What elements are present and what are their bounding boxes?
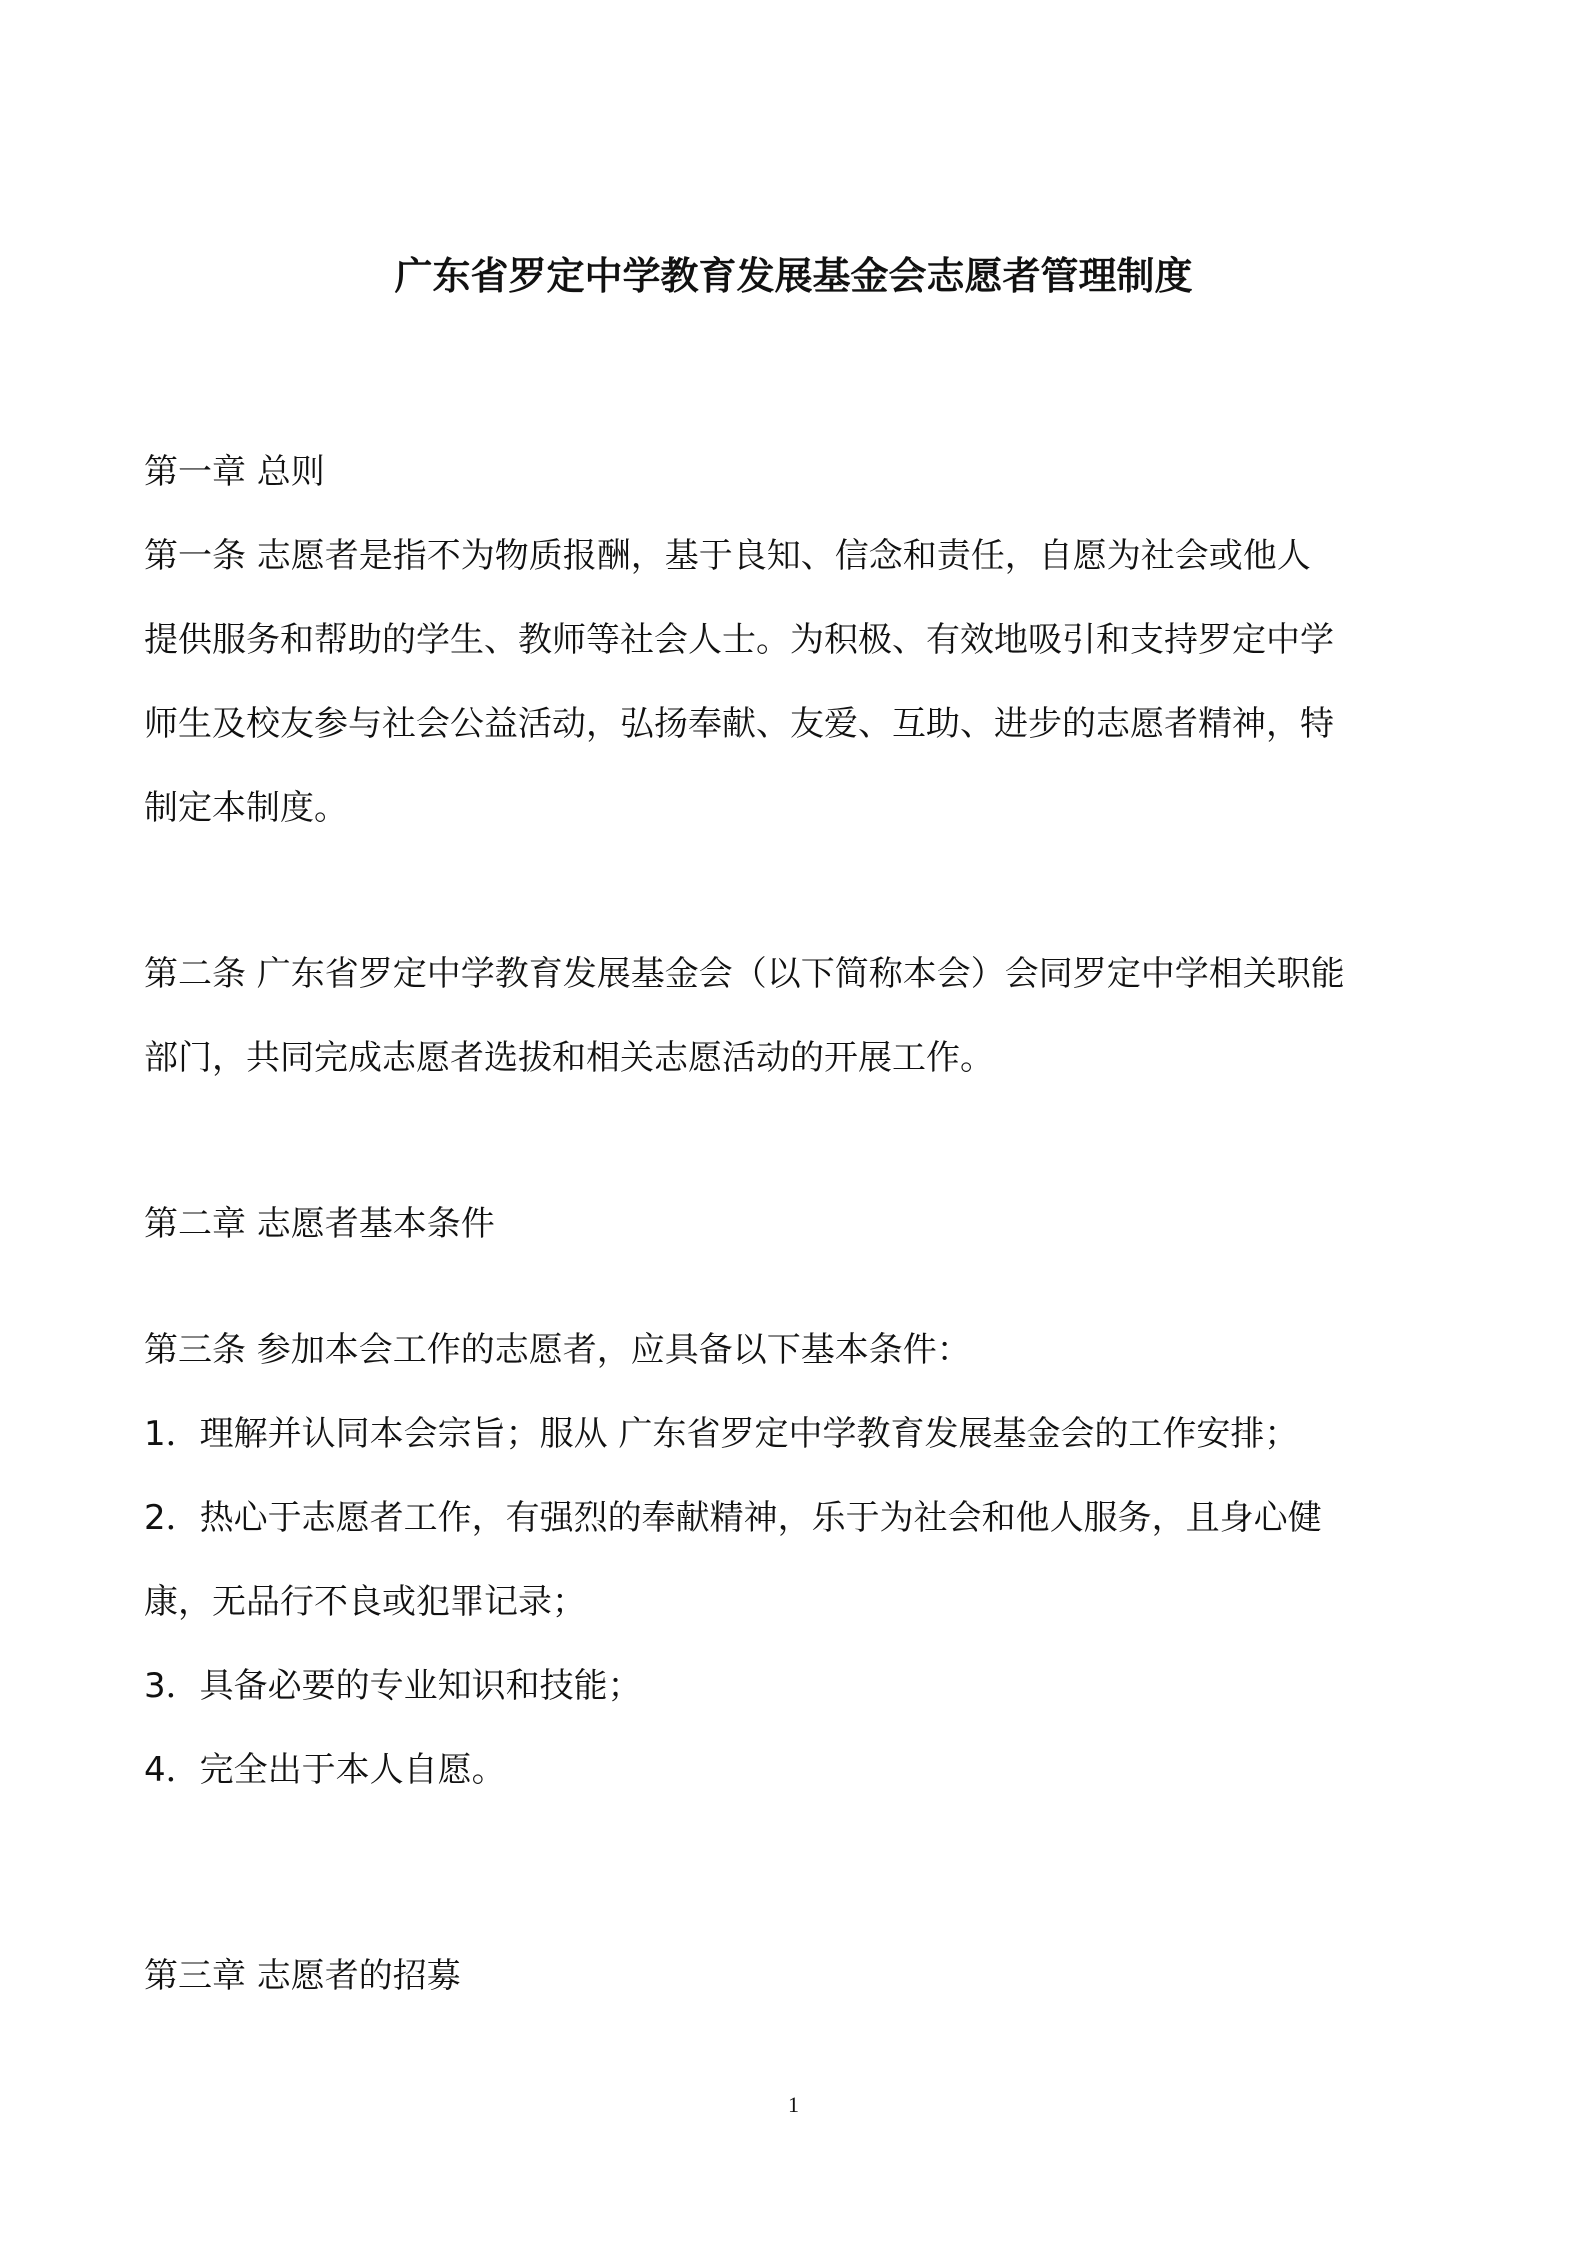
- list-item: 4．完全出于本人自愿。: [144, 1750, 506, 1790]
- paragraph-line: 师生及校友参与社会公益活动，弘扬奉献、友爱、互助、进步的志愿者精神，特: [144, 704, 1334, 744]
- article-3: [144, 1308, 1464, 1812]
- document-title: 广东省罗定中学教育发展基金会志愿者管理制度: [394, 254, 1193, 298]
- list-item: 2．热心于志愿者工作，有强烈的奉献精神，乐于为社会和他人服务，且身心健: [144, 1498, 1322, 1538]
- paragraph-line: 部门，共同完成志愿者选拔和相关志愿活动的开展工作。: [144, 1038, 994, 1078]
- chapter-heading: 第一章 总则: [144, 452, 325, 492]
- paragraph-line: 提供服务和帮助的学生、教师等社会人士。为积极、有效地吸引和支持罗定中学: [144, 620, 1334, 660]
- paragraph-line: 制定本制度。: [144, 788, 348, 828]
- paragraph-line: 第一条 志愿者是指不为物质报酬，基于良知、信念和责任，自愿为社会或他人: [144, 536, 1311, 576]
- page-number: 1: [788, 2092, 799, 2117]
- article-1: [144, 514, 1464, 850]
- paragraph-line: 第三条 参加本会工作的志愿者，应具备以下基本条件：: [144, 1330, 971, 1370]
- chapter-2-heading: [144, 1182, 1464, 1266]
- list-item: 3．具备必要的专业知识和技能；: [144, 1666, 642, 1706]
- chapter-heading: 第二章 志愿者基本条件: [144, 1204, 495, 1244]
- chapter-1-heading: [144, 430, 1464, 514]
- article-2: [144, 932, 1464, 1100]
- chapter-heading: 第三章 志愿者的招募: [144, 1956, 461, 1996]
- paragraph-line: 第二条 广东省罗定中学教育发展基金会（以下简称本会）会同罗定中学相关职能: [144, 954, 1345, 994]
- chapter-3-heading: [144, 1934, 1464, 2018]
- list-item: 康，无品行不良或犯罪记录；: [144, 1582, 586, 1622]
- list-item: 1．理解并认同本会宗旨；服从 广东省罗定中学教育发展基金会的工作安排；: [144, 1414, 1299, 1454]
